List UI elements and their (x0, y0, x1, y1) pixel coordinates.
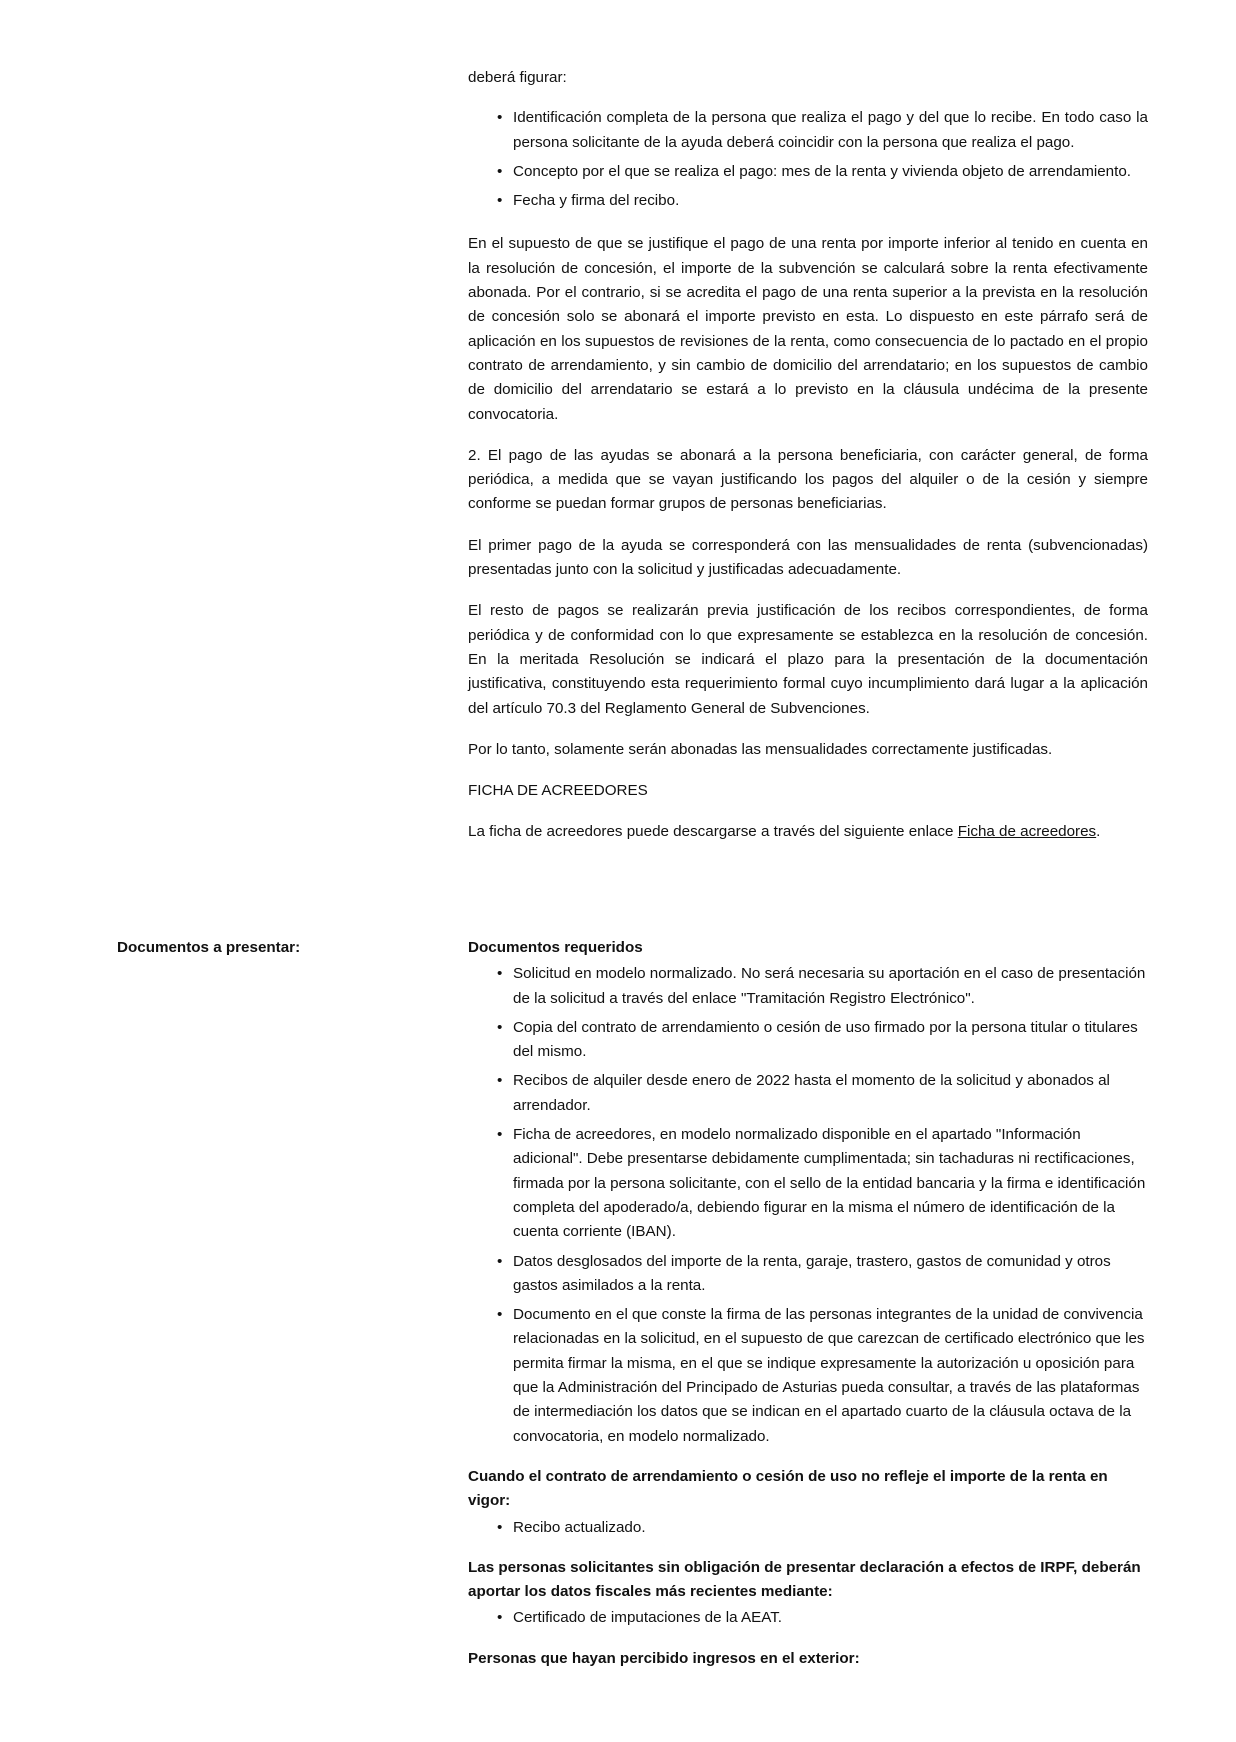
list-item: • Fecha y firma del recibo. (468, 189, 1148, 213)
ficha-text-body: La ficha de acreedores puede descargarse a través del siguiente enlace (468, 823, 958, 841)
list-item: • Recibo actualizado. (468, 1516, 1148, 1540)
ficha-heading: FICHA DE ACREEDORES (468, 782, 648, 800)
list-item: • Solicitud en modelo normalizado. No será necesaria su aportación en el caso de presentación de la solicitud a través del enlace "Tramitación Registro Electrónico". (468, 962, 1148, 1011)
ficha-acreedores-link[interactable]: Ficha de acreedores (957, 823, 1097, 841)
contrato-heading: Cuando el contrato de arrendamiento o cesión de uso no refleje el importe de la renta en vigor: (468, 1467, 1108, 1510)
intro-text: deberá figurar: (468, 69, 567, 86)
list-item: • Copia del contrato de arrendamiento o cesión de uso firmado por la persona titular o titulares del mismo. (468, 1016, 1148, 1065)
contrato-list (468, 1516, 1148, 1540)
paragraph: Por lo tanto, solamente serán abonadas las mensualidades correctamente justificadas. (468, 740, 1053, 758)
required-heading: Documentos requeridos (468, 939, 643, 956)
ficha-text-end: . (1096, 823, 1101, 841)
documentos-label: Documentos a presentar: (117, 939, 301, 956)
list-item: • Documento en el que conste la firma de las personas integrantes de la unidad de convivencia relacionadas en la solicitud, en el supuesto de que carezcan de certificado electrónico que les permita firmar la misma, en el que se indique expresamente la autorización u oposición para que la Administración del Principado de Asturias pueda consultar, a través de las plataformas de intermediación los datos que se indican en el apartado cuarto de la cláusula octava de la convocatoria, en modelo normalizado. (468, 1303, 1148, 1449)
list-item: • Ficha de acreedores, en modelo normalizado disponible en el apartado "Información adicional". Debe presentarse debidamente cumplimentada; sin tachaduras ni rectificaciones, firmada por la persona solicitante, con el sello de la entidad bancaria y la firma e identificación completa del apoderado/a, debiendo figurar en la misma el número de identificación de la cuenta corriente (IBAN). (468, 1123, 1148, 1244)
ficha-text (468, 820, 1148, 844)
paragraph: 2. El pago de las ayudas se abonará a la persona beneficiaria, con carácter general, de forma periódica, a medida que se vayan justificando los pagos del alquiler o de la cesión y siempre conforme se puedan formar grupos de personas beneficiarias. (468, 446, 1148, 513)
list-item: • Identificación completa de la persona que realiza el pago y del que lo recibe. En todo caso la persona solicitante de la ayuda deberá coincidir con la persona que realiza el pago. (468, 106, 1148, 155)
required-list (468, 962, 1148, 1449)
irpf-list (468, 1606, 1148, 1630)
list-item: • Concepto por el que se realiza el pago: mes de la renta y vivienda objeto de arrendamiento. (468, 160, 1148, 184)
list-item: • Certificado de imputaciones de la AEAT. (468, 1606, 1148, 1630)
intro-bullet-list (468, 106, 1148, 213)
paragraph: El resto de pagos se realizarán previa justificación de los recibos correspondientes, de forma periódica y de conformidad con lo que expresamente se establezca en la resolución de concesión. En la meritada Resolución se indicará el plazo para la presentación de la documentación justificativa, constituyendo esta requerimiento formal cuyo incumplimiento dará lugar a la aplicación del artículo 70.3 del Reglamento General de Subvenciones. (468, 602, 1148, 717)
main-content (468, 66, 1148, 845)
exterior-heading: Personas que hayan percibido ingresos en el exterior: (468, 1649, 860, 1667)
list-item: • Datos desglosados del importe de la renta, garaje, trastero, gastos de comunidad y otros gastos asimilados a la renta. (468, 1250, 1148, 1299)
irpf-heading: Las personas solicitantes sin obligación de presentar declaración a efectos de IRPF, deberán aportar los datos fiscales más recientes mediante: (468, 1558, 1141, 1601)
paragraph: El primer pago de la ayuda se corresponderá con las mensualidades de renta (subvencionadas) presentadas junto con la solicitud y justificadas adecuadamente. (468, 536, 1148, 579)
paragraph: En el supuesto de que se justifique el pago de una renta por importe inferior al tenido en cuenta en la resolución de concesión, el importe de la subvención se calculará sobre la renta efectivamente abonada. Por el contrario, si se acredita el pago de una renta superior a la prevista en la resolución de concesión solo se abonará el importe previsto en esta. Lo dispuesto en este párrafo será de aplicación en los supuestos de revisiones de la renta, como consecuencia de lo pactado en el propio contrato de arrendamiento, y sin cambio de domicilio del arrendatario; en los supuestos de cambio de domicilio del arrendatario se estará a lo previsto en la cláusula undécima de la presente convocatoria. (468, 235, 1148, 423)
list-item: • Recibos de alquiler desde enero de 2022 hasta el momento de la solicitud y abonados al arrendador. (468, 1069, 1148, 1118)
documentos-content (468, 936, 1148, 1671)
